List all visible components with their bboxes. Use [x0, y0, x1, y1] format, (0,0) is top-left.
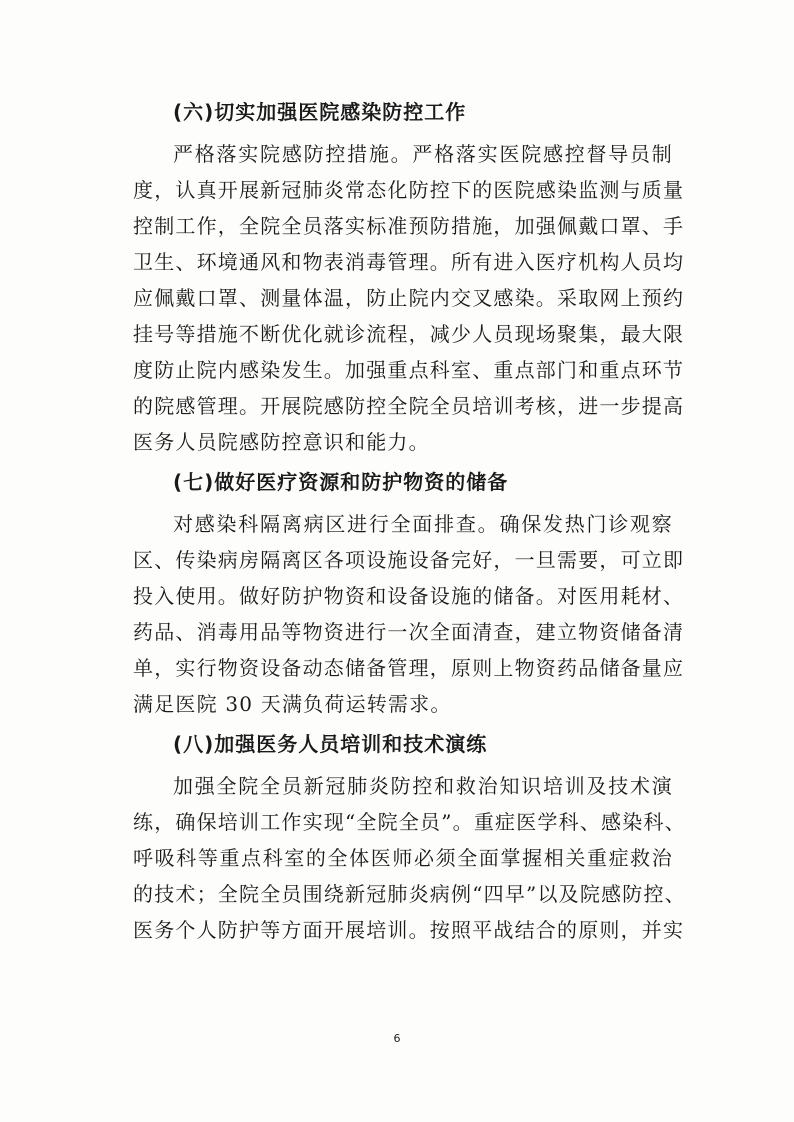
section-heading-8: (八)加强医务人员培训和技术演练 [173, 732, 488, 756]
paragraph-line: 投入使用。做好防护物资和设备设施的储备。对医用耗材、 [133, 584, 685, 608]
paragraph-line: 对感染科隔离病区进行全面排查。确保发热门诊观察 [173, 512, 673, 536]
section-paragraph-7 [133, 506, 685, 722]
paragraph-line: 医务个人防护等方面开展培训。按照平战结合的原则，并实 [133, 918, 685, 942]
paragraph-line: 练，确保培训工作实现“全院全员”。重症医学科、感染科、 [133, 810, 686, 834]
section-heading-7: (七)做好医疗资源和防护物资的储备 [173, 470, 509, 494]
paragraph-line: 应佩戴口罩、测量体温，防止院内交叉感染。采取网上预约 [133, 286, 685, 310]
paragraph-line: 控制工作，全院全员落实标准预防措施，加强佩戴口罩、手 [133, 214, 685, 238]
page-number: 6 [393, 1032, 401, 1045]
paragraph-line: 呼吸科等重点科室的全体医师必须全面掌握相关重症救治 [133, 846, 673, 870]
paragraph-line: 的院感管理。开展院感防控全院全员培训考核，进一步提高 [133, 394, 685, 418]
paragraph-line: 严格落实院感防控措施。严格落实医院感控督导员制 [173, 142, 673, 166]
paragraph-line: 满足医院 30 天满负荷运转需求。 [133, 692, 452, 716]
document-body [133, 92, 686, 948]
paragraph-line: 挂号等措施不断优化就诊流程，减少人员现场聚集，最大限 [133, 322, 685, 346]
paragraph-line: 的技术；全院全员围绕新冠肺炎病例“四早”以及院感防控、 [133, 882, 686, 906]
paragraph-line: 药品、消毒用品等物资进行一次全面清查，建立物资储备清 [133, 620, 685, 644]
paragraph-line: 度防止院内感染发生。加强重点科室、重点部门和重点环节 [133, 358, 685, 382]
section-paragraph-6 [133, 136, 685, 460]
paragraph-line: 度，认真开展新冠肺炎常态化防控下的医院感染监测与质量 [133, 178, 685, 202]
paragraph-line: 单，实行物资设备动态储备管理，原则上物资药品储备量应 [133, 656, 685, 680]
paragraph-line: 卫生、环境通风和物表消毒管理。所有进入医疗机构人员均 [133, 250, 685, 274]
paragraph-line: 医务人员院感防控意识和能力。 [133, 430, 430, 454]
paragraph-line: 加强全院全员新冠肺炎防控和救治知识培训及技术演 [173, 774, 673, 798]
section-heading-6: (六)切实加强医院感染防控工作 [173, 100, 467, 124]
section-paragraph-8 [133, 768, 686, 948]
paragraph-line: 区、传染病房隔离区各项设施设备完好，一旦需要，可立即 [133, 548, 685, 572]
